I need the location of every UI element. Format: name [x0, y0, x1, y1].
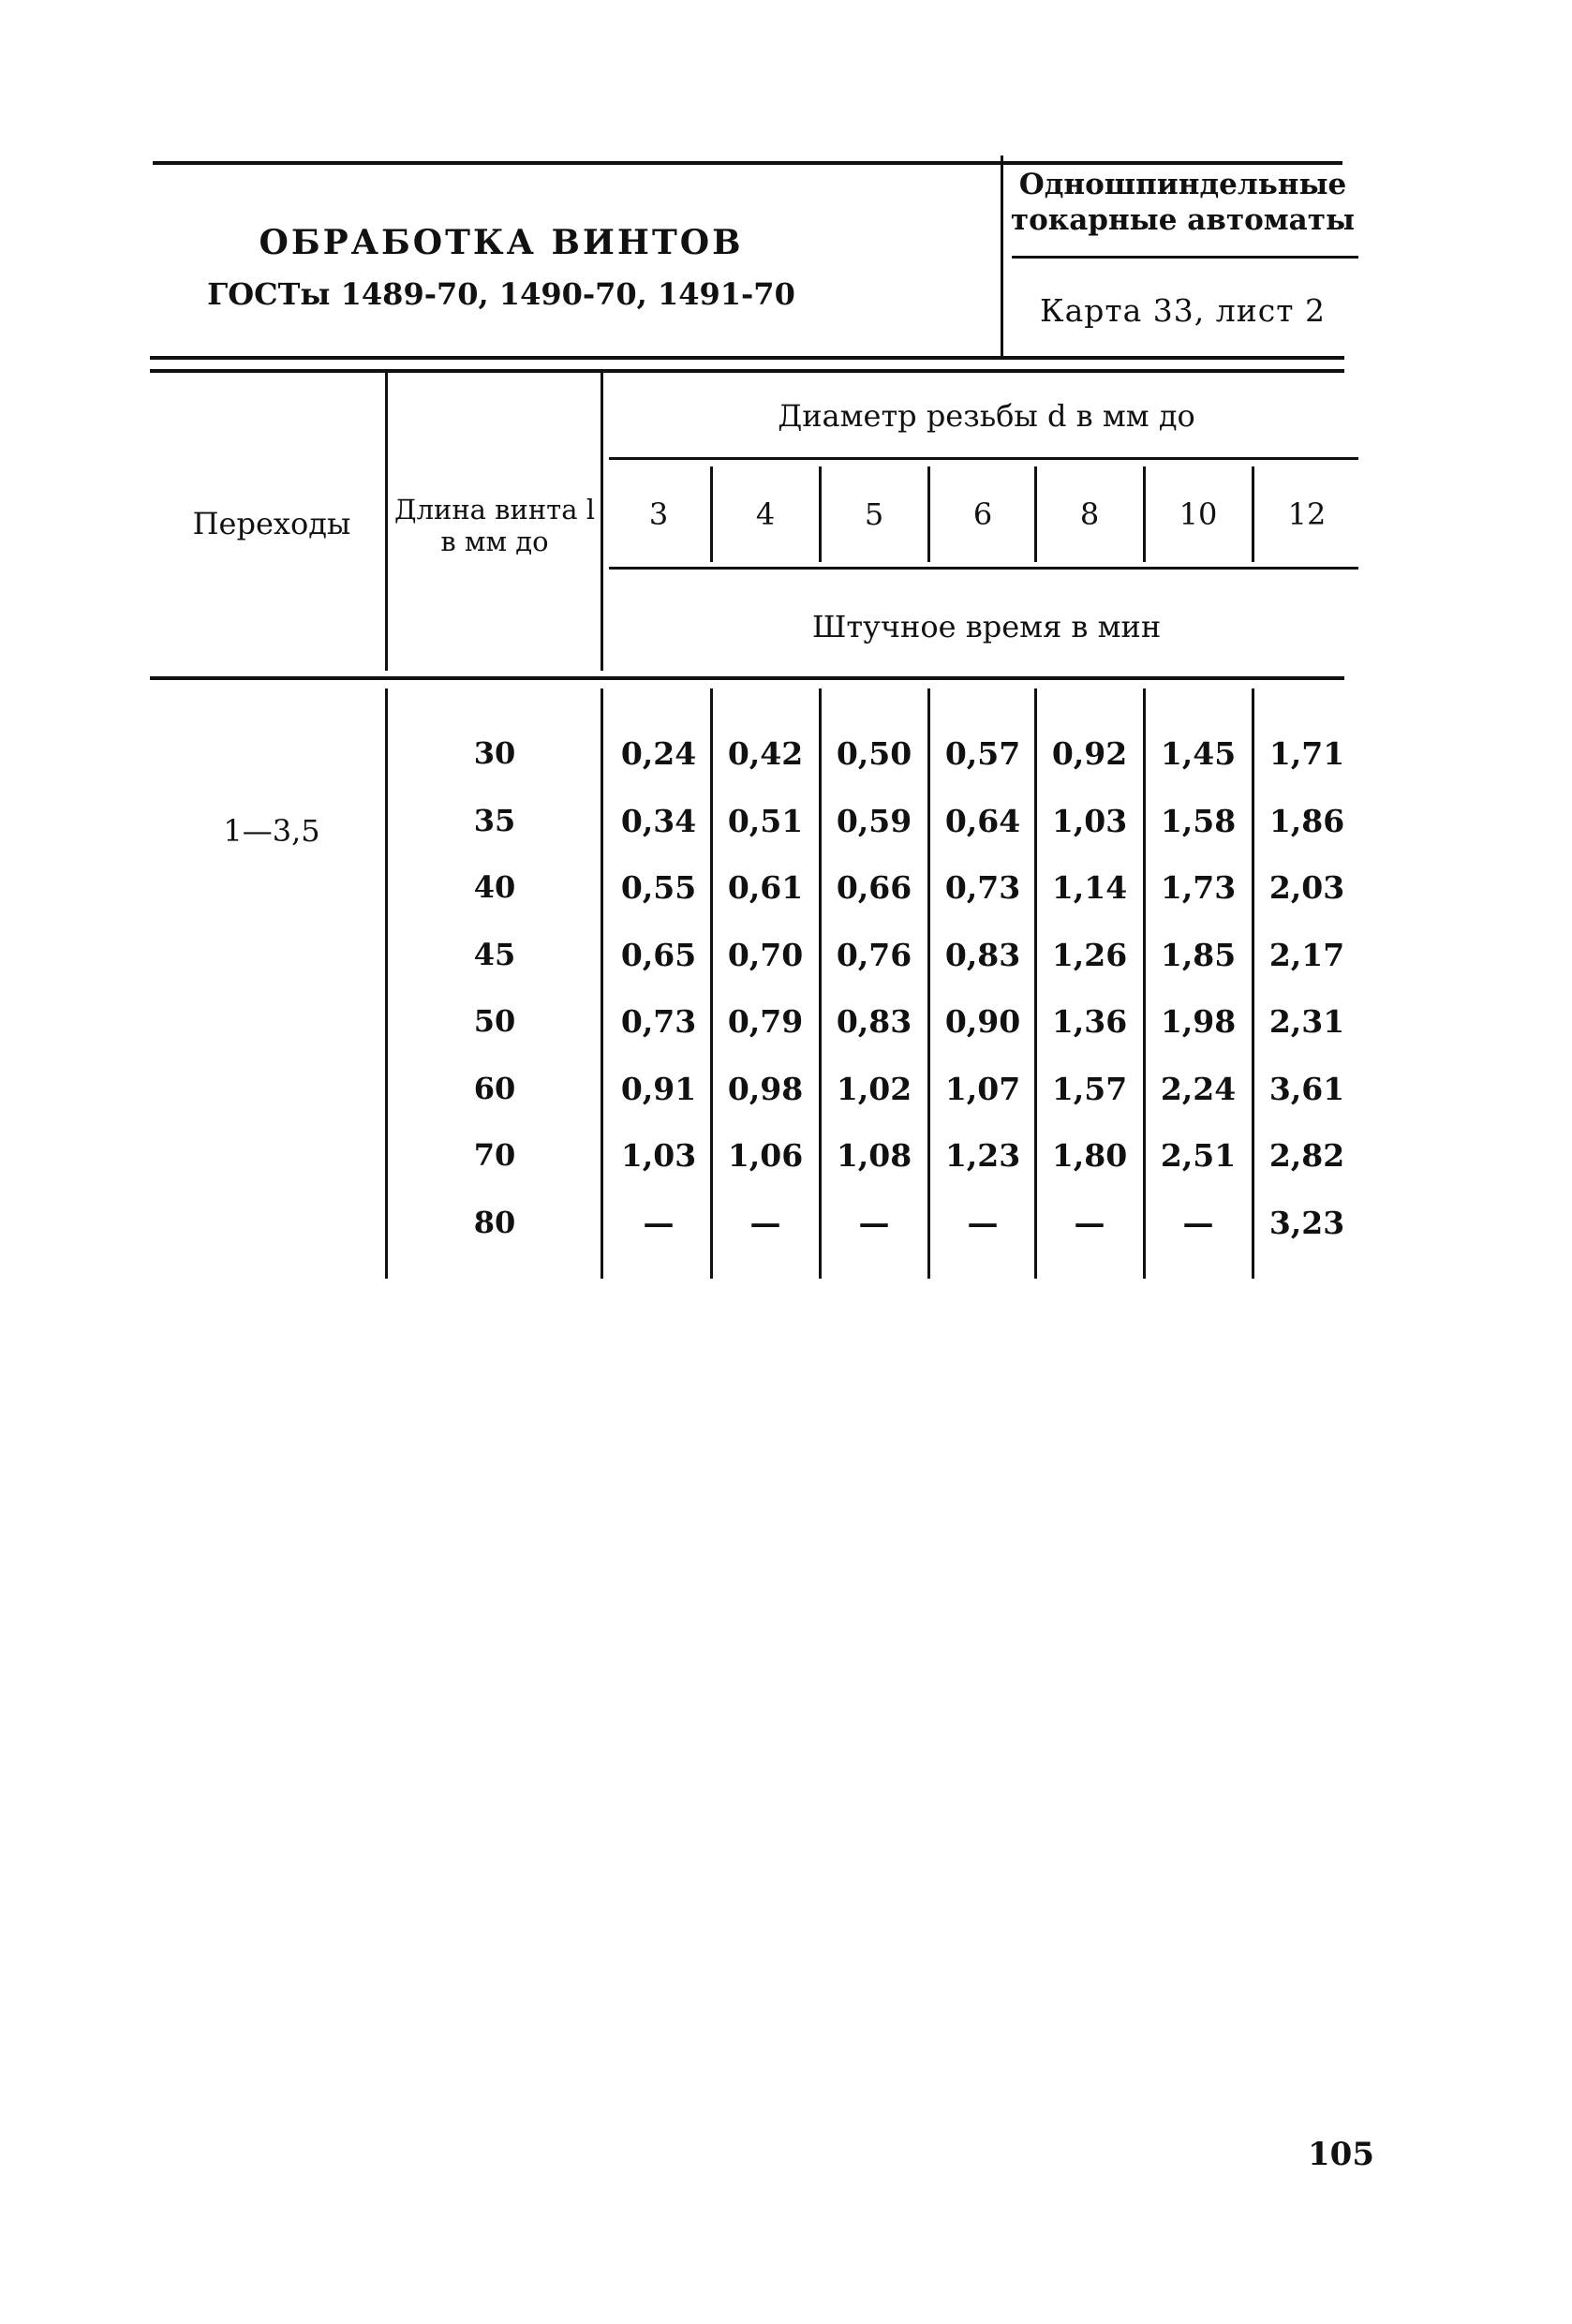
- body-divider-1: [819, 688, 822, 1279]
- time-cell: 2,82: [1268, 1137, 1345, 1174]
- page-number: 105: [1308, 2136, 1374, 2173]
- time-cell: 1,85: [1160, 936, 1237, 973]
- time-cell: —: [967, 1204, 999, 1241]
- body-col-divider-2: [601, 688, 603, 1279]
- diameter-header: Диаметр резьбы d в мм до: [778, 398, 1195, 434]
- time-cell: 1,57: [1051, 1070, 1128, 1107]
- time-cell: 1,02: [836, 1070, 912, 1107]
- card-number: Карта 33, лист 2: [1040, 292, 1326, 329]
- diameter-divider-2: [927, 466, 930, 562]
- time-cell: 0,42: [727, 735, 804, 772]
- time-cell: —: [858, 1204, 890, 1241]
- time-cell: 0,51: [727, 802, 804, 839]
- time-cell: 0,50: [836, 735, 912, 772]
- diameter-col-0: 3: [648, 496, 669, 532]
- time-cell: 1,86: [1268, 802, 1345, 839]
- header-top-rule: [150, 369, 1344, 373]
- length-cell: 50: [473, 1003, 516, 1039]
- length-cell: 45: [473, 936, 516, 972]
- diameter-col-6: 12: [1287, 496, 1327, 532]
- body-divider-3: [1034, 688, 1037, 1279]
- diameter-divider-5: [1252, 466, 1254, 562]
- diameter-divider-4: [1143, 466, 1146, 562]
- time-header: Штучное время в мин: [811, 609, 1162, 644]
- length-cell: 60: [473, 1070, 516, 1106]
- time-cell: 0,64: [944, 802, 1021, 839]
- time-cell: 1,07: [944, 1070, 1021, 1107]
- time-cell: 0,61: [727, 869, 804, 906]
- time-cell: 0,34: [620, 802, 697, 839]
- time-cell: 1,26: [1051, 936, 1128, 973]
- time-cell: —: [1182, 1204, 1214, 1241]
- time-cell: 0,98: [727, 1070, 804, 1107]
- diameter-divider-1: [819, 466, 822, 562]
- time-cell: 3,61: [1268, 1070, 1345, 1107]
- title-bottom-rule: [150, 356, 1344, 360]
- operation-range: 1—3,5: [223, 813, 320, 849]
- card-rule: [1012, 256, 1358, 259]
- time-cell: 0,76: [836, 936, 912, 973]
- time-cell: 1,36: [1051, 1003, 1128, 1040]
- time-cell: 0,70: [727, 936, 804, 973]
- time-cell: 0,57: [944, 735, 1021, 772]
- time-cell: 1,14: [1051, 869, 1128, 906]
- time-cell: 1,58: [1160, 802, 1237, 839]
- time-cell: 1,06: [727, 1137, 804, 1174]
- time-cell: 1,08: [836, 1137, 912, 1174]
- time-cell: 2,17: [1268, 936, 1345, 973]
- time-cell: —: [643, 1204, 675, 1241]
- body-col-divider-1: [385, 688, 388, 1279]
- length-cell: 30: [473, 735, 516, 771]
- time-cell: 0,83: [944, 936, 1021, 973]
- machine-type: Одношпиндельные токарные автоматы: [1010, 168, 1356, 237]
- diameter-col-2: 5: [864, 496, 884, 532]
- standards-line: ГОСТы 1489-70, 1490-70, 1491-70: [207, 276, 795, 312]
- time-cell: 0,65: [620, 936, 697, 973]
- time-cell: 1,03: [1051, 802, 1128, 839]
- time-cell: 1,23: [944, 1137, 1021, 1174]
- body-divider-5: [1252, 688, 1254, 1279]
- operations-header: Переходы: [192, 506, 351, 541]
- time-cell: 1,98: [1160, 1003, 1237, 1040]
- diameter-col-3: 6: [972, 496, 993, 532]
- time-cell: 0,90: [944, 1003, 1021, 1040]
- length-cell: 70: [473, 1137, 516, 1173]
- time-cell: 3,23: [1268, 1204, 1345, 1241]
- time-cell: 1,71: [1268, 735, 1345, 772]
- top-rule: [153, 161, 1342, 165]
- time-cell: 0,79: [727, 1003, 804, 1040]
- body-divider-0: [710, 688, 713, 1279]
- diameter-col-4: 8: [1079, 496, 1100, 532]
- body-divider-2: [927, 688, 930, 1279]
- time-cell: 0,55: [620, 869, 697, 906]
- length-cell: 35: [473, 802, 516, 838]
- time-cell: 0,24: [620, 735, 697, 772]
- time-cell: 2,24: [1160, 1070, 1237, 1107]
- time-cell: 0,83: [836, 1003, 912, 1040]
- time-cell: 0,73: [944, 869, 1021, 906]
- time-cell: 1,45: [1160, 735, 1237, 772]
- time-cell: 1,80: [1051, 1137, 1128, 1174]
- time-cell: 2,51: [1160, 1137, 1237, 1174]
- header-bottom-rule: [150, 676, 1344, 680]
- body-divider-4: [1143, 688, 1146, 1279]
- time-cell: 2,31: [1268, 1003, 1345, 1040]
- time-cell: 0,73: [620, 1003, 697, 1040]
- time-cell: —: [749, 1204, 781, 1241]
- time-cell: 0,92: [1051, 735, 1128, 772]
- time-cell: 1,73: [1160, 869, 1237, 906]
- diameter-divider-3: [1034, 466, 1037, 562]
- diameter-col-1: 4: [755, 496, 776, 532]
- time-cell: 0,59: [836, 802, 912, 839]
- time-cell: —: [1074, 1204, 1105, 1241]
- time-cell: 1,03: [620, 1137, 697, 1174]
- diameter-rule: [609, 457, 1358, 460]
- length-cell: 40: [473, 869, 516, 905]
- time-rule: [609, 567, 1358, 570]
- diameter-divider-0: [710, 466, 713, 562]
- time-cell: 0,66: [836, 869, 912, 906]
- diameter-col-5: 10: [1179, 496, 1218, 532]
- time-cell: 2,03: [1268, 869, 1345, 906]
- length-cell: 80: [473, 1204, 516, 1240]
- time-cell: 0,91: [620, 1070, 697, 1107]
- document-title: ОБРАБОТКА ВИНТОВ: [259, 223, 744, 262]
- length-header: Длина винта l в мм до: [394, 494, 595, 557]
